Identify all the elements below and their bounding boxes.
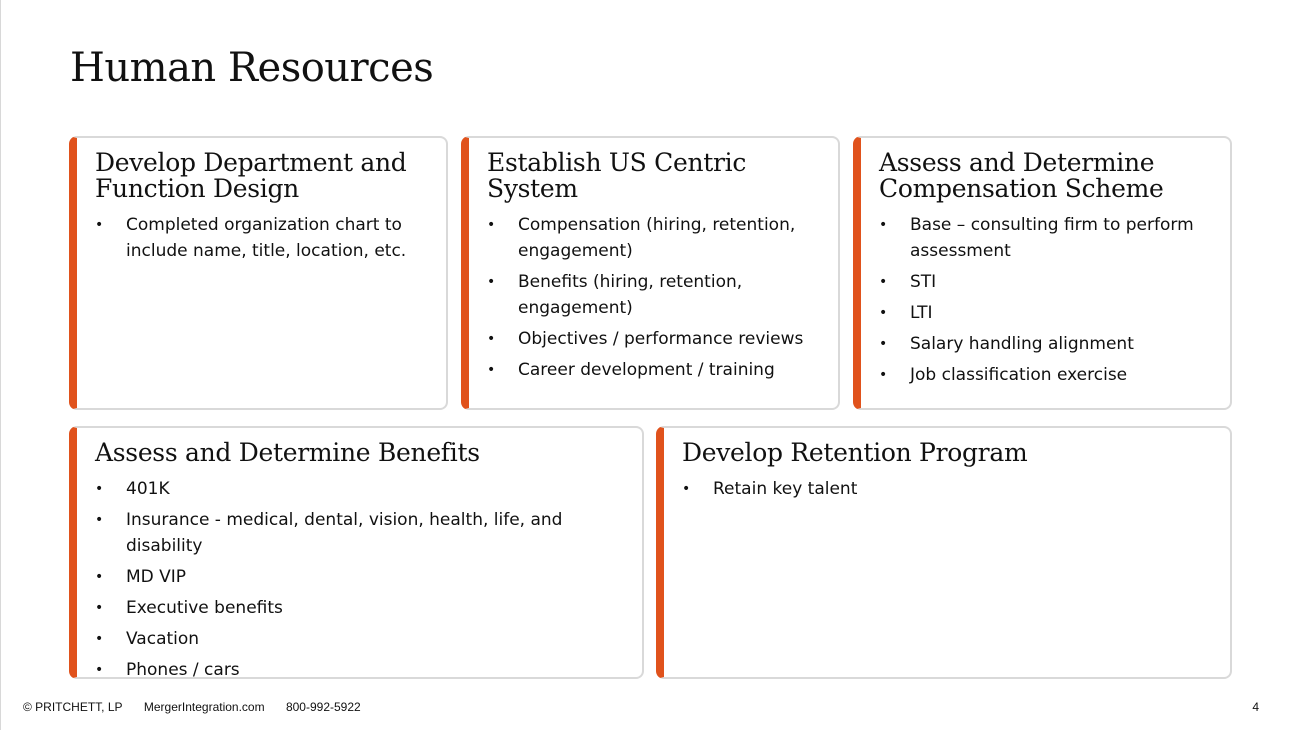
bullet-dot-icon: •	[95, 512, 104, 528]
list-item	[95, 507, 628, 559]
footer-website: MergerIntegration.com	[143, 700, 265, 714]
list-item-text: Base – consulting firm to perform assessment	[910, 215, 1194, 261]
footer-copyright: © PRITCHETT, LP	[23, 700, 123, 714]
list-item-text: Salary handling alignment	[910, 334, 1134, 354]
list-item-text: STI	[910, 272, 937, 292]
list-item-text: Job classification exercise	[910, 365, 1128, 385]
bullet-dot-icon: •	[682, 481, 691, 497]
bullet-list	[95, 212, 432, 264]
list-item-text: Executive benefits	[126, 598, 283, 618]
bullet-dot-icon: •	[95, 569, 104, 585]
list-item	[879, 331, 1216, 357]
bullet-dot-icon: •	[487, 362, 496, 378]
list-item-text: 401K	[126, 479, 170, 499]
page-title: Human Resources	[70, 45, 434, 91]
card-heading: Assess and Determine Compensation Scheme	[879, 148, 1164, 203]
bullet-dot-icon: •	[95, 217, 104, 233]
card-benefits	[69, 426, 644, 679]
bullet-dot-icon: •	[879, 305, 888, 321]
list-item-text: Completed organization chart to include name, title, location, etc.	[126, 215, 407, 261]
list-item-text: Objectives / performance reviews	[518, 329, 804, 349]
card-heading: Develop Retention Program	[682, 438, 1028, 467]
bullet-dot-icon: •	[95, 631, 104, 647]
bullet-list	[879, 212, 1216, 388]
bullet-list	[487, 212, 824, 383]
list-item	[487, 326, 824, 352]
bullet-dot-icon: •	[95, 481, 104, 497]
list-item-text: Retain key talent	[713, 479, 858, 499]
list-item	[879, 269, 1216, 295]
list-item-text: Benefits (hiring, retention, engagement)	[518, 272, 743, 318]
page-number: 4	[1252, 700, 1259, 714]
list-item	[95, 595, 628, 621]
bullet-dot-icon: •	[487, 274, 496, 290]
list-item	[487, 212, 824, 264]
list-item-text: Phones / cars	[126, 660, 240, 680]
list-item-text: Compensation (hiring, retention, engagement)	[518, 215, 796, 261]
list-item	[487, 269, 824, 321]
list-item	[95, 657, 628, 683]
footer	[23, 699, 379, 715]
card-heading: Assess and Determine Benefits	[95, 438, 480, 467]
card-us-centric-system	[461, 136, 840, 410]
bullet-dot-icon: •	[879, 367, 888, 383]
bullet-dot-icon: •	[879, 217, 888, 233]
bullet-dot-icon: •	[487, 331, 496, 347]
bullet-dot-icon: •	[879, 274, 888, 290]
card-retention-program	[656, 426, 1232, 679]
list-item	[95, 564, 628, 590]
list-item	[879, 362, 1216, 388]
card-department-design	[69, 136, 448, 410]
list-item	[95, 626, 628, 652]
list-item	[682, 476, 1216, 502]
slide-edge	[0, 0, 1, 730]
bullet-dot-icon: •	[879, 336, 888, 352]
list-item	[95, 212, 432, 264]
list-item	[879, 300, 1216, 326]
bullet-list	[682, 476, 1216, 502]
card-compensation-scheme	[853, 136, 1232, 410]
list-item	[95, 476, 628, 502]
list-item-text: Insurance - medical, dental, vision, health, life, and disability	[126, 510, 563, 556]
bullet-dot-icon: •	[95, 600, 104, 616]
bullet-dot-icon: •	[95, 662, 104, 678]
list-item-text: LTI	[910, 303, 933, 323]
bullet-dot-icon: •	[487, 217, 496, 233]
list-item-text: MD VIP	[126, 567, 187, 587]
list-item-text: Vacation	[126, 629, 200, 649]
card-heading: Establish US Centric System	[487, 148, 747, 203]
list-item-text: Career development / training	[518, 360, 775, 380]
card-heading: Develop Department and Function Design	[95, 148, 407, 203]
list-item	[487, 357, 824, 383]
bullet-list	[95, 476, 628, 683]
footer-phone: 800-992-5922	[285, 700, 361, 714]
list-item	[879, 212, 1216, 264]
